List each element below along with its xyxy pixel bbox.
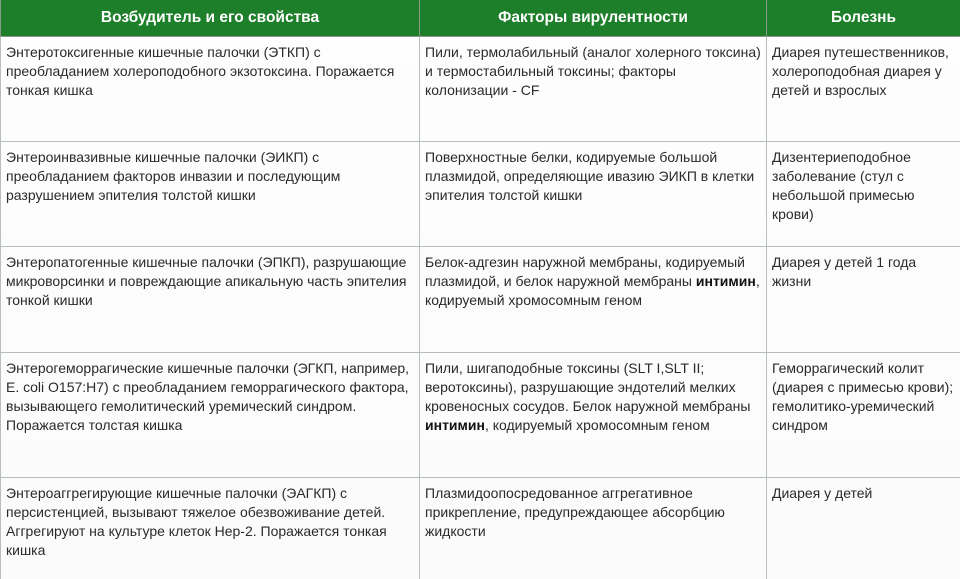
cell-virulence-factors — [420, 478, 767, 579]
cell-disease: Диарея у детей — [767, 478, 960, 579]
factors-bold: интимин — [425, 417, 485, 433]
table-row — [1, 37, 960, 142]
table-row — [1, 247, 960, 353]
cell-disease: Дизентериеподобное заболевание (стул с небольшой примесью крови) — [767, 142, 960, 247]
cell-virulence-factors — [420, 247, 767, 353]
factors-text: Поверхностные белки, кодируемые большой плазмидой, определяющие ивазию ЭИКП в клетки эпителия толстой кишки — [425, 149, 755, 203]
cell-pathogen: Энтероаггрегирующие кишечные палочки (ЭАГКП) с персистенцией, вызывают тяжелое обезвоживание детей. Аггрегируют на культуре клеток Hep-2. Поражается тонкая кишка — [1, 478, 420, 579]
table-row — [1, 353, 960, 478]
table-body — [1, 37, 960, 579]
cell-pathogen: Энтеротоксигенные кишечные палочки (ЭТКП) с преобладанием холероподобного экзотоксина. Поражается тонкая кишка — [1, 37, 420, 142]
factors-bold: интимин — [695, 273, 756, 289]
cell-pathogen: Энтерогеморрагические кишечные палочки (ЭГКП, например, E. coli O157:H7) с преобладанием геморрагического фактора, вызывающего гемолитический уремический синдром. Поражается толстая кишка — [1, 353, 420, 478]
header-virulence-factors: Факторы вирулентности — [420, 0, 767, 37]
cell-virulence-factors — [420, 37, 767, 142]
cell-virulence-factors — [420, 142, 767, 247]
factors-text: Плазмидоопосредованное аггрегативное прикрепление, предупреждающее абсорбцию жидкости — [425, 485, 725, 539]
cell-pathogen: Энтероинвазивные кишечные палочки (ЭИКП) с преобладанием факторов инвазии и последующим разрушением эпителия толстой кишки — [1, 142, 420, 247]
factors-text: Пили, шигаподобные токсины (SLT I,SLT II; веротоксины), разрушающие эндотелий мелких кровеносных сосудов. Белок наружной мембраны — [425, 360, 751, 414]
table-row — [1, 142, 960, 247]
cell-pathogen: Энтеропатогенные кишечные палочки (ЭПКП), разрушающие микроворсинки и повреждающие апикальную часть эпителия тонкой кишки — [1, 247, 420, 353]
header-row — [1, 0, 960, 37]
factors-text-after: , кодируемый хромосомным геном — [484, 417, 710, 433]
cell-disease: Диарея у детей 1 года жизни — [767, 247, 960, 353]
table-header — [1, 0, 960, 37]
cell-disease: Диарея путешественников, холероподобная диарея у детей и взрослых — [767, 37, 960, 142]
header-disease: Болезнь — [767, 0, 960, 37]
factors-text: Белок-адгезин наружной мембраны, кодируемый плазмидой, и белок наружной мембраны — [425, 254, 745, 289]
cell-virulence-factors — [420, 353, 767, 478]
header-pathogen: Возбудитель и его свойства — [1, 0, 420, 37]
factors-text: Пили, термолабильный (аналог холерного токсина) и термостабильный токсины; факторы колонизации - CF — [425, 44, 761, 98]
cell-disease: Геморрагический колит (диарея с примесью крови); гемолитико-уремический синдром — [767, 353, 960, 478]
table-row — [1, 478, 960, 579]
factors-text-after: , кодируемый хромосомным геном — [425, 273, 760, 308]
